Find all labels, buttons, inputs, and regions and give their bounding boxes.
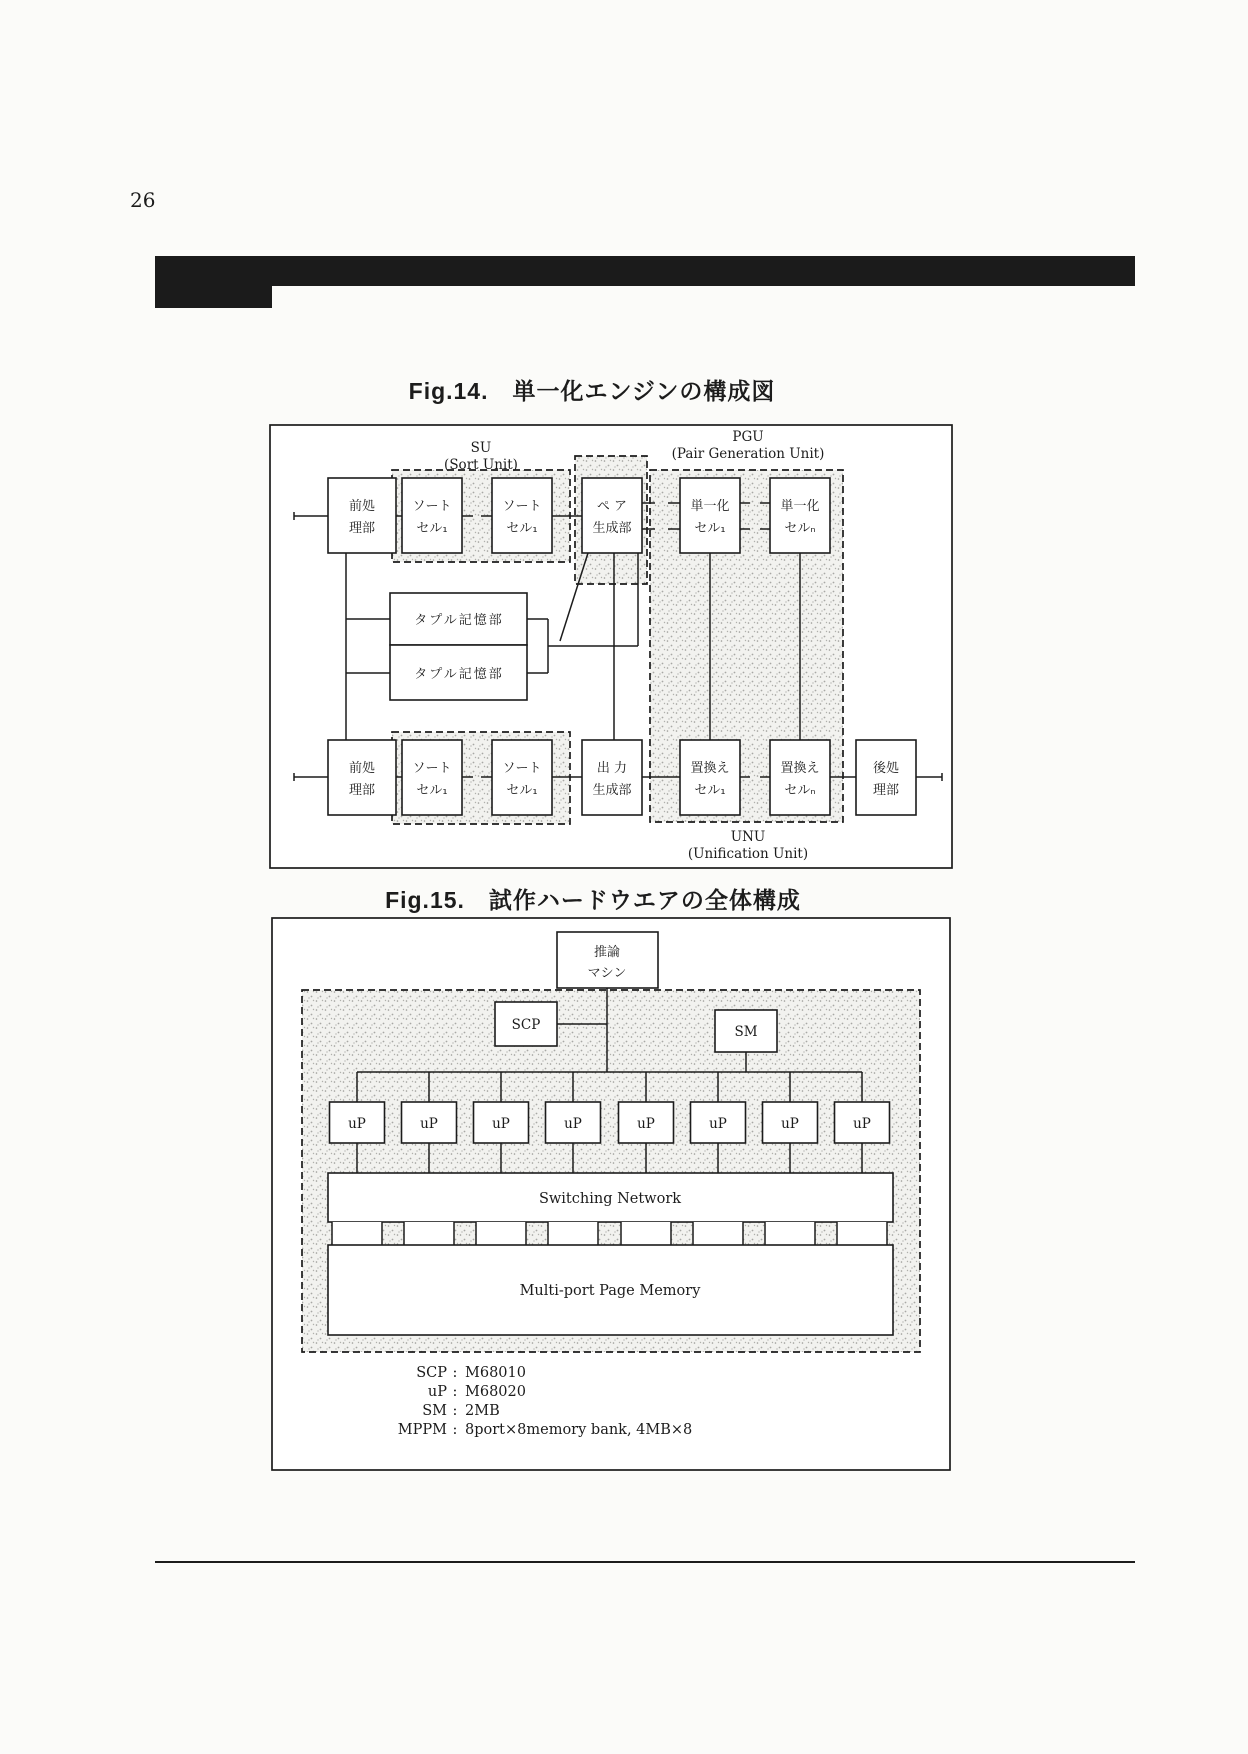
fig14-box-sort-cell-1-bottom-line1: ソート xyxy=(412,761,452,776)
fig15-box-up-5-label: uP xyxy=(637,1116,655,1132)
fig15-port-7 xyxy=(765,1222,815,1245)
fig14-label-pgu-sub: (Pair Generation Unit) xyxy=(671,446,825,462)
fig15-box-up-7-label: uP xyxy=(781,1116,799,1132)
fig14-box-replace-cell-n-line2: セルₙ xyxy=(784,783,816,798)
fig15-box-inference-machine-line2: マシン xyxy=(587,966,627,981)
fig15-port-4 xyxy=(548,1222,598,1245)
fig15-legend-sep-3: : xyxy=(452,1403,458,1419)
header-bar-left-tab xyxy=(155,256,272,308)
fig14-label-unu: UNU xyxy=(730,829,766,845)
fig14-box-sort-cell-2-top-line1: ソート xyxy=(502,499,542,514)
fig14-box-replace-cell-1-line1: 置換え xyxy=(690,761,730,776)
fig15-legend-key-scp: SCP xyxy=(416,1365,447,1381)
fig14-box-unification-cell-n-line2: セルₙ xyxy=(784,521,816,536)
fig14-box-preprocess-bottom-line2: 理部 xyxy=(348,783,376,798)
fig15-legend-key-mppm: MPPM xyxy=(397,1422,447,1438)
fig14-box-preprocess-bottom xyxy=(328,740,396,815)
fig15-legend-sep-2: : xyxy=(452,1384,458,1400)
fig14-box-sort-cell-2-bottom-line2: セル₁ xyxy=(506,783,538,798)
fig14-box-tuple-memory-2-label: タプル記憶部 xyxy=(414,667,504,682)
fig15-box-up-6-label: uP xyxy=(709,1116,727,1132)
fig14-box-preprocess-top xyxy=(328,478,396,553)
fig15-box-scp-label: SCP xyxy=(511,1017,541,1033)
fig15-legend-value-up: M68020 xyxy=(465,1384,526,1400)
fig14-box-output-generator xyxy=(582,740,642,815)
fig14-box-postprocess-line1: 後処 xyxy=(872,761,900,776)
fig14-box-pair-generator xyxy=(582,478,642,553)
fig14-box-sort-cell-1-bottom xyxy=(402,740,462,815)
fig14-box-sort-cell-2-top xyxy=(492,478,552,553)
fig14-box-output-generator-line2: 生成部 xyxy=(592,783,632,798)
fig14-box-unification-cell-1-line1: 単一化 xyxy=(690,499,730,514)
fig15-diagram xyxy=(272,918,950,1470)
fig14-label-su: SU xyxy=(470,440,492,456)
fig15-box-up-1-label: uP xyxy=(348,1116,366,1132)
fig15-box-up-8-label: uP xyxy=(853,1116,871,1132)
fig15-box-up-2-label: uP xyxy=(420,1116,438,1132)
page-number: 26 xyxy=(130,188,156,212)
fig14-box-unification-cell-1-line2: セル₁ xyxy=(694,521,726,536)
fig14-diagram xyxy=(270,425,952,868)
fig15-port-8 xyxy=(837,1222,887,1245)
fig15-box-inference-machine-line1: 推論 xyxy=(593,945,621,960)
fig14-box-unification-cell-1 xyxy=(680,478,740,553)
fig14-box-replace-cell-1-line2: セル₁ xyxy=(694,783,726,798)
fig15-box-mppm-label: Multi-port Page Memory xyxy=(519,1283,701,1299)
fig14-box-unification-cell-n-line1: 単一化 xyxy=(780,499,820,514)
fig14-box-sort-cell-2-bottom xyxy=(492,740,552,815)
fig15-legend-sep-1: : xyxy=(452,1365,458,1381)
fig14-box-sort-cell-2-bottom-line1: ソート xyxy=(502,761,542,776)
fig15-port-2 xyxy=(404,1222,454,1245)
fig15-port-5 xyxy=(621,1222,671,1245)
fig15-legend-sep-4: : xyxy=(452,1422,458,1438)
fig14-box-tuple-memory-1-label: タプル記憶部 xyxy=(414,613,504,628)
fig14-box-preprocess-top-line1: 前処 xyxy=(348,499,376,514)
fig14-box-replace-cell-n-line1: 置換え xyxy=(780,761,820,776)
fig15-legend-value-scp: M68010 xyxy=(465,1365,526,1381)
fig14-label-su-sub: (Sort Unit) xyxy=(444,457,518,473)
fig14-box-postprocess-line2: 理部 xyxy=(872,783,900,798)
fig14-box-output-generator-line1: 出 力 xyxy=(596,761,628,776)
fig14-box-pair-generator-line1: ペ ア xyxy=(596,499,628,514)
fig14-label-unu-sub: (Unification Unit) xyxy=(687,846,809,862)
fig14-box-pair-generator-line2: 生成部 xyxy=(592,521,632,536)
fig14-label-pgu: PGU xyxy=(732,429,764,445)
fig14-box-unification-cell-n xyxy=(770,478,830,553)
fig15-legend-value-mppm: 8port×8memory bank, 4MB×8 xyxy=(465,1422,693,1438)
header-bar-strip xyxy=(155,256,1135,286)
fig14-box-replace-cell-n xyxy=(770,740,830,815)
fig14-box-replace-cell-1 xyxy=(680,740,740,815)
header-bar xyxy=(155,256,1135,308)
fig15-caption: Fig.15. 試作ハードウエアの全体構成 xyxy=(385,887,801,913)
fig14-caption: Fig.14. 単一化エンジンの構成図 xyxy=(408,378,776,404)
fig14-box-sort-cell-1-bottom-line2: セル₁ xyxy=(416,783,448,798)
fig15-box-up-4-label: uP xyxy=(564,1116,582,1132)
fig14-box-preprocess-bottom-line1: 前処 xyxy=(348,761,376,776)
fig15-box-up-3-label: uP xyxy=(492,1116,510,1132)
fig15-legend-key-up: uP xyxy=(427,1384,447,1400)
fig15-port-3 xyxy=(476,1222,526,1245)
fig14-box-sort-cell-2-top-line2: セル₁ xyxy=(506,521,538,536)
fig15-port-6 xyxy=(693,1222,743,1245)
fig14-box-sort-cell-1-top-line2: セル₁ xyxy=(416,521,448,536)
fig14-box-postprocess xyxy=(856,740,916,815)
fig14-box-sort-cell-1-top-line1: ソート xyxy=(412,499,452,514)
fig15-legend-key-sm: SM xyxy=(422,1403,447,1419)
fig15-box-sm-label: SM xyxy=(734,1024,758,1040)
fig15-box-switching-network-label: Switching Network xyxy=(538,1191,682,1207)
fig14-box-sort-cell-1-top xyxy=(402,478,462,553)
fig15-port-1 xyxy=(332,1222,382,1245)
fig15-legend-value-sm: 2MB xyxy=(465,1403,500,1419)
fig14-box-preprocess-top-line2: 理部 xyxy=(348,521,376,536)
